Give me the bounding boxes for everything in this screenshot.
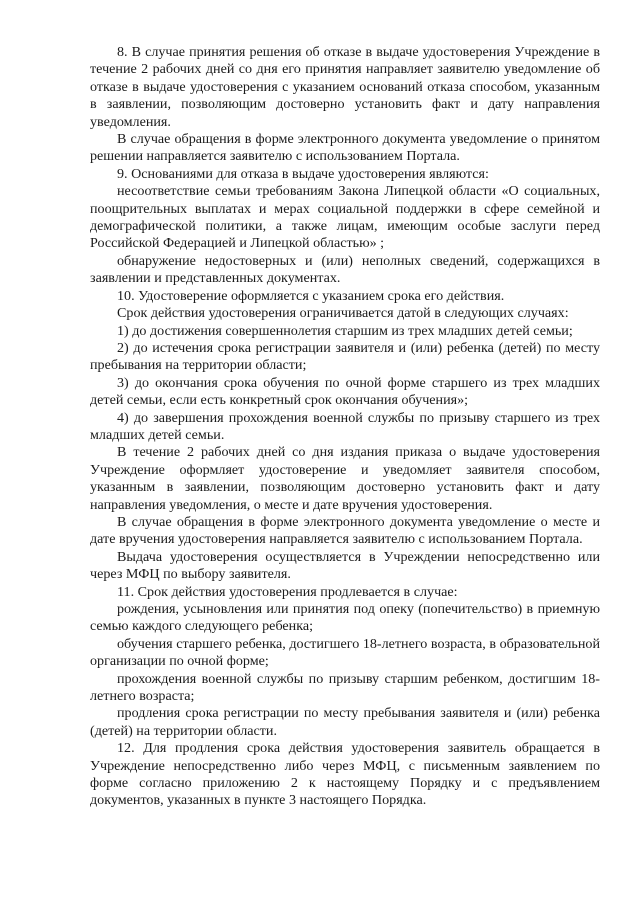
paragraph-11-extension: 11. Срок действия удостоверения продлевается в случае:: [117, 583, 458, 600]
list-item-3: 3) до окончания срока обучения по очной форме старшего из трех младших детей семьи, если есть конкретный срок окончания обучения»;: [90, 374, 600, 409]
paragraph-birth-adoption: рождения, усыновления или принятия под опеку (попечительство) в приемную семью каждого следующего ребенка;: [90, 601, 600, 635]
paragraph-electronic-delivery: В случае обращения в форме электронного документа уведомление о месте и дате вручения удостоверения направляется заявителю с использованием Портала.: [90, 513, 600, 548]
paragraph-false-info: обнаружение недостоверных и (или) неполных сведений, содержащихся в заявлении и представленных документах.: [90, 252, 600, 287]
paragraph-issuance-notice: В течение 2 рабочих дней со дня издания приказа о выдаче удостоверения Учреждение оформляет удостоверение и уведомляет заявителя способом, указанным в заявлении, позволяющим достоверно установить факт и дату направления уведомления, о месте и дате вручения удостоверения.: [90, 444, 600, 513]
list-item-2: 2) до истечения срока регистрации заявителя и (или) ребенка (детей) по месту пребывания на территории области;: [90, 339, 600, 374]
paragraph-nonconformity: несоответствие семьи требованиям Закона Липецкой области «О социальных, поощрительных выплатах и мерах социальной поддержки в сфере семейной и демографической политики, а также лицам, имеющим особые заслуги перед Российской Федерацией и Липецкой областью» ;: [90, 183, 600, 252]
paragraph-8-refusal-notice: 8. В случае принятия решения об отказе в выдаче удостоверения Учреждение в течение 2 рабочих дней со дня его принятия направляет заявителю уведомление об отказе в выдаче удостоверения с указанием оснований отказа способом, указанным в заявлении, позволяющим достоверно установить факт и дату направления уведомления.: [90, 44, 600, 130]
paragraph-9-refusal-grounds: 9. Основаниями для отказа в выдаче удостоверения являются:: [117, 165, 489, 182]
paragraph-validity-limits: Срок действия удостоверения ограничивается датой в следующих случаях:: [117, 305, 569, 322]
paragraph-10-validity: 10. Удостоверение оформляется с указанием срока его действия.: [117, 287, 505, 304]
paragraph-education: обучения старшего ребенка, достигшего 18-летнего возраста, в образовательной организации по очной форме;: [90, 635, 600, 670]
paragraph-12-extension-procedure: 12. Для продления срока действия удостоверения заявитель обращается в Учреждение непосредственно либо через МФЦ, с письменным заявлением по форме согласно приложению 2 к настоящему Порядку и с предъявлением документов, указанных в пункте 3 настоящего Порядка.: [90, 740, 600, 809]
paragraph-registration-extension: продления срока регистрации по месту пребывания заявителя и (или) ребенка (детей) на территории области.: [90, 705, 600, 739]
document-page: [90, 44, 600, 810]
list-item-1: 1) до достижения совершеннолетия старшим из трех младших детей семьи;: [117, 322, 573, 339]
paragraph-issuance-location: Выдача удостоверения осуществляется в Учреждении непосредственно или через МФЦ по выбору заявителя.: [90, 548, 600, 583]
paragraph-military-service: прохождения военной службы по призыву старшим ребенком, достигшим 18-летнего возраста;: [90, 670, 600, 705]
list-item-4: 4) до завершения прохождения военной службы по призыву старшего из трех младших детей семьи.: [90, 409, 600, 443]
paragraph-electronic-notice: В случае обращения в форме электронного документа уведомление о принятом решении направляется заявителю с использованием Портала.: [90, 131, 600, 165]
